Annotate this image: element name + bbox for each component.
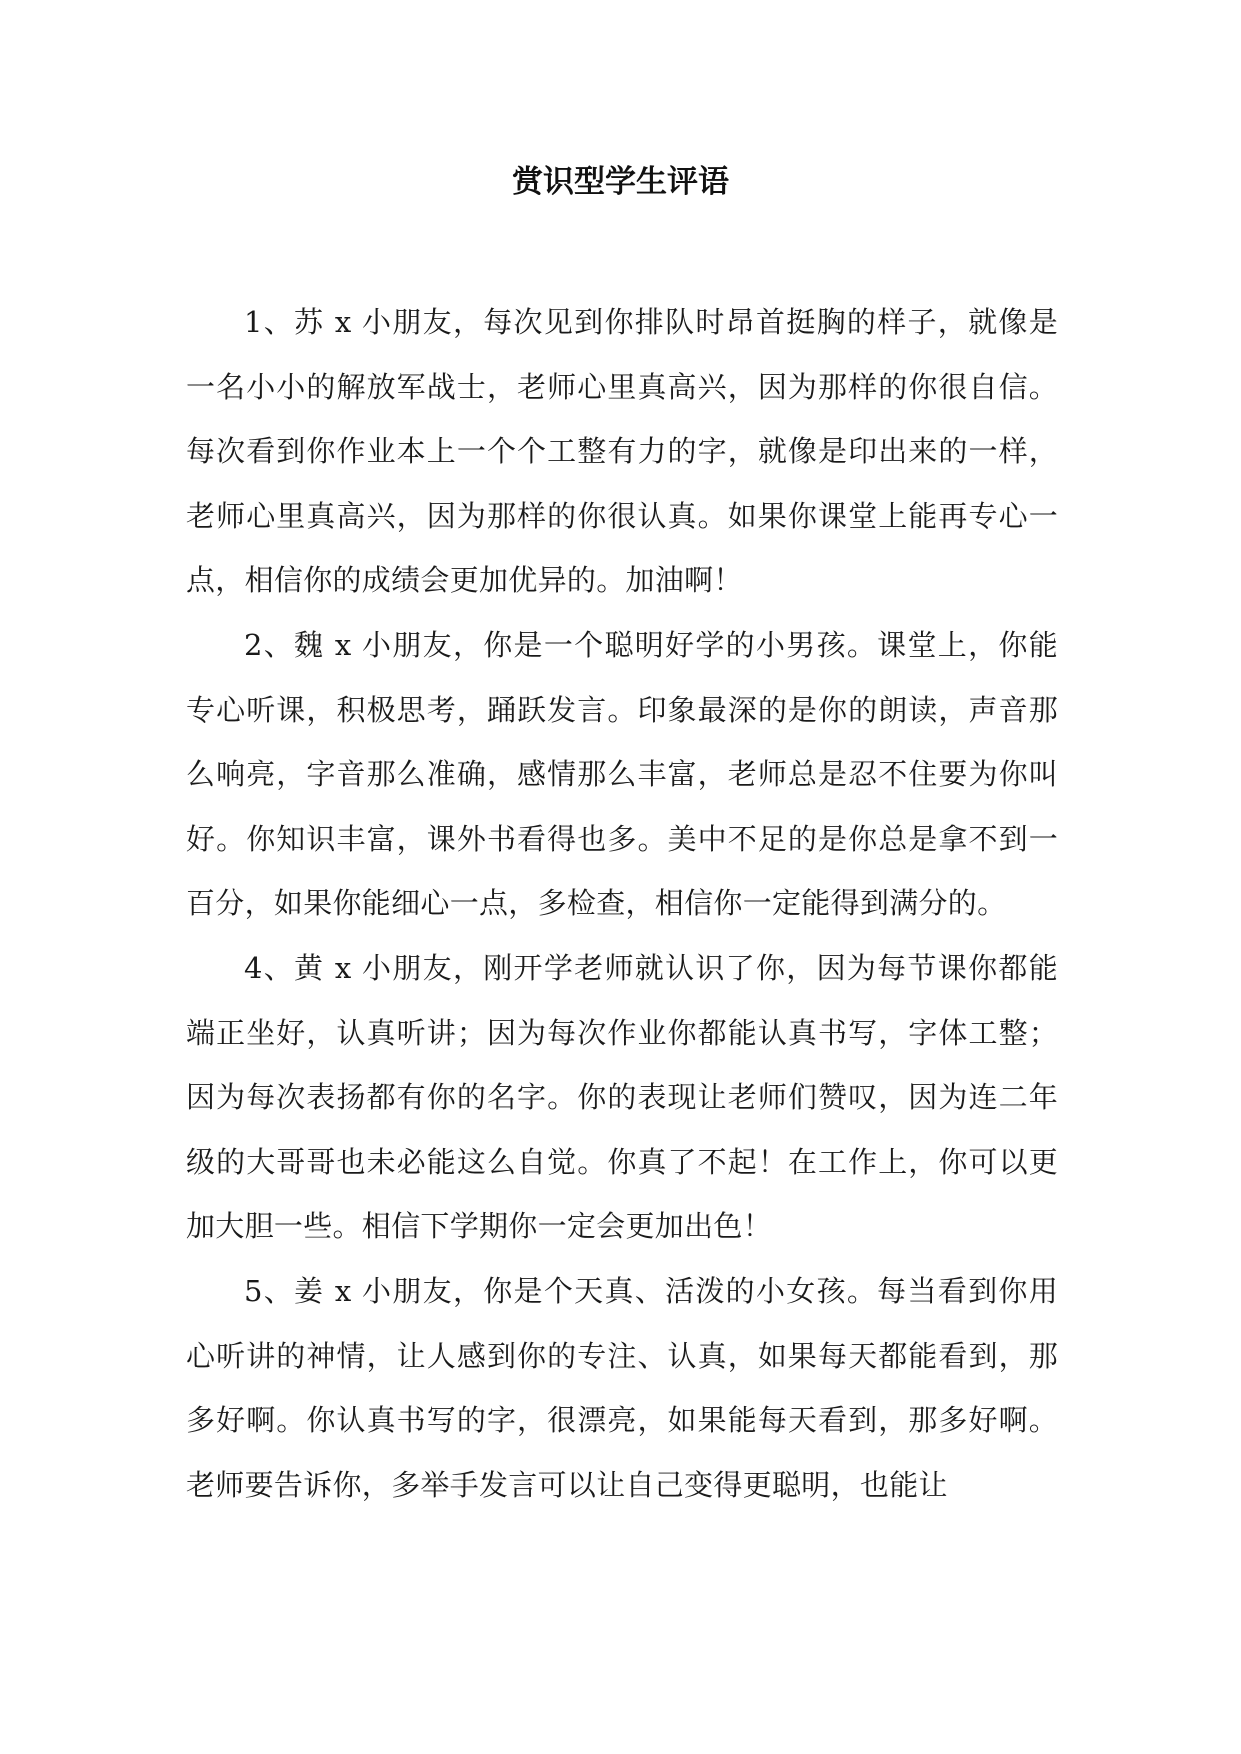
comment-paragraph: 1、苏 x 小朋友，每次见到你排队时昂首挺胸的样子，就像是一名小小的解放军战士，老师心里真高兴，因为那样的你很自信。每次看到你作业本上一个个工整有力的字，就像是印出来的一样，老师心里真高兴，因为那样的你很认真。如果你课堂上能再专心一点，相信你的成绩会更加优异的。加油啊！ [186, 305, 1058, 598]
comment-paragraph: 5、姜 x 小朋友，你是个天真、活泼的小女孩。每当看到你用心听讲的神情，让人感到你的专注、认真，如果每天都能看到，那多好啊。你认真书写的字，很漂亮，如果能每天看到，那多好啊。老师要告诉你，多举手发言可以让自己变得更聪明，也能让 [186, 1273, 1058, 1502]
comment-paragraph: 2、魏 x 小朋友，你是一个聪明好学的小男孩。课堂上，你能专心听课，积极思考，踊跃发言。印象最深的是你的朗读，声音那么响亮，字音那么准确，感情那么丰富，老师总是忍不住要为你叫好。你知识丰富，课外书看得也多。美中不足的是你总是拿不到一百分，如果你能细心一点，多检查，相信你一定能得到满分的。 [186, 627, 1058, 921]
document-title: 赏识型学生评语 [512, 164, 729, 200]
comment-paragraph: 4、黄 x 小朋友，刚开学老师就认识了你，因为每节课你都能端正坐好，认真听讲；因为每次作业你都能认真书写，字体工整；因为每次表扬都有你的名字。你的表现让老师们赞叹，因为连二年级的大哥哥也未必能这么自觉。你真了不起！在工作上，你可以更加大胆一些。相信下学期你一定会更加出色！ [186, 950, 1058, 1244]
document-body [186, 290, 1058, 1517]
